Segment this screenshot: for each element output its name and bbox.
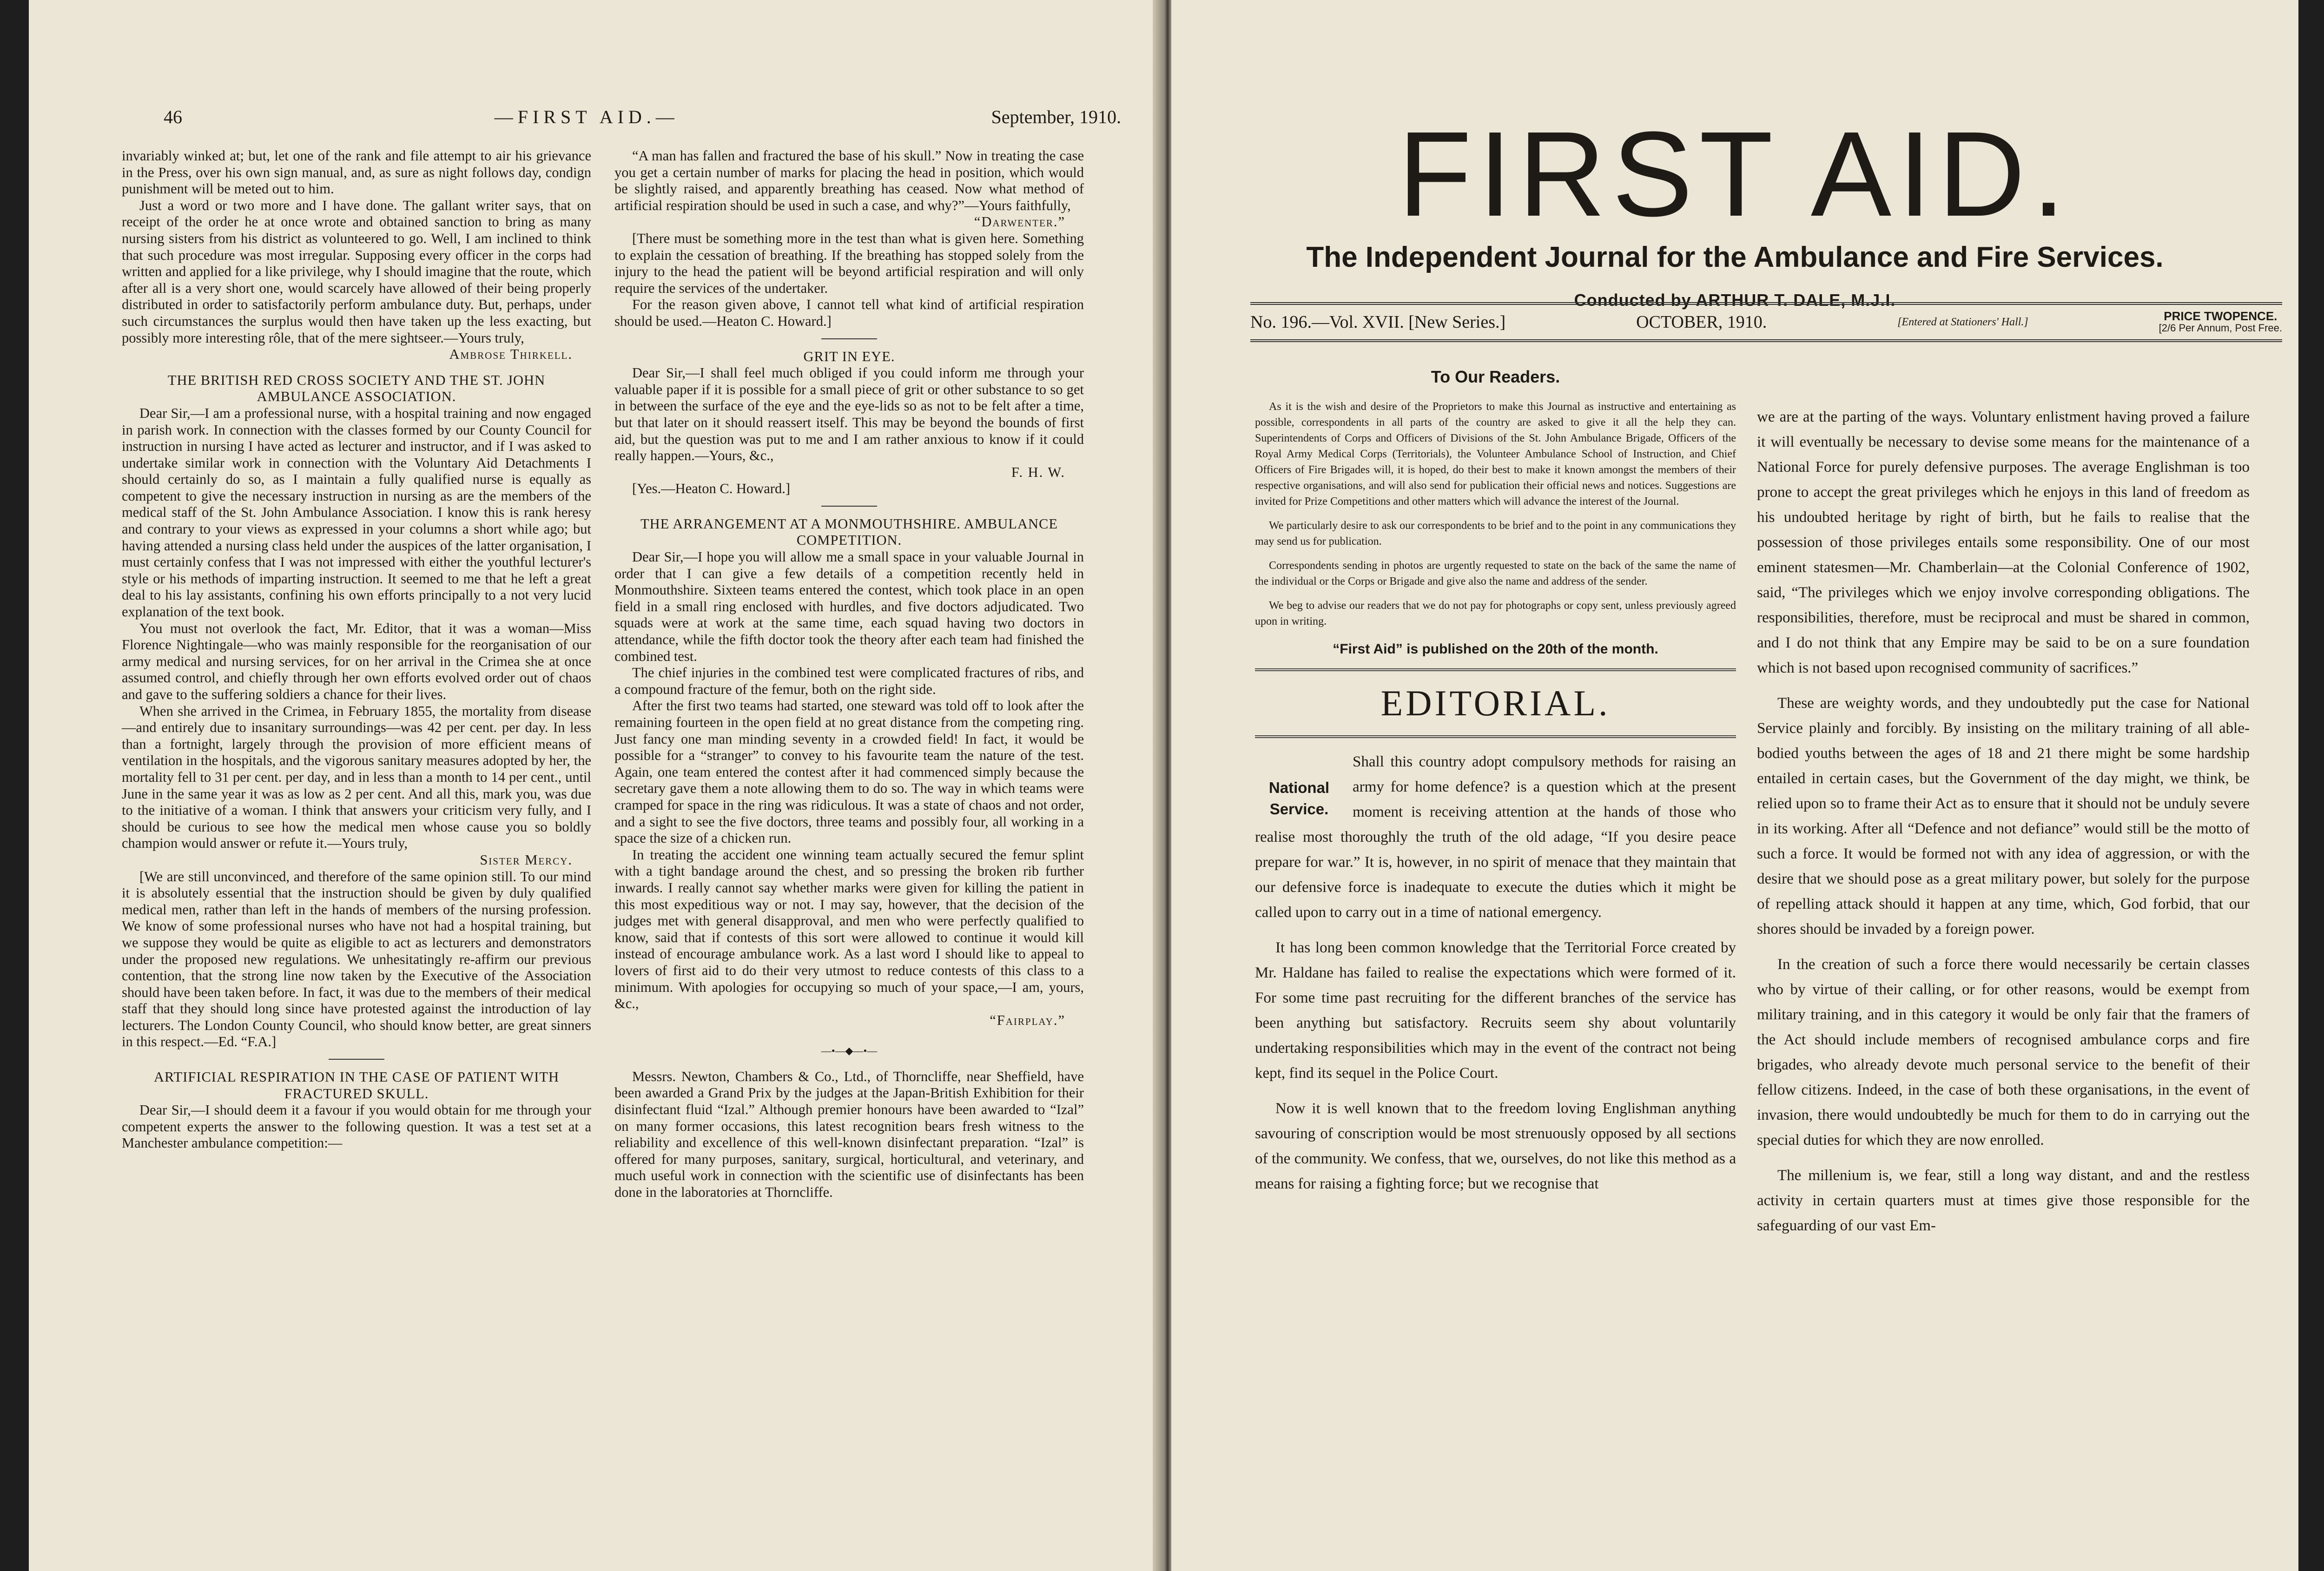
body-paragraph: After the first two teams had started, one steward was told off to look after the remaining fourteen in the open field at no great distance from the competing ring. Just fancy one man minding seventy in a crowded field! In fact, it would be possible for a “stranger” to convey to his favourite team the nature of the test. Again, one team entered the contest after it had commenced simply because the secretary gave them a note allowing them to do so. The way in which teams were cramped for space in the ring was ridiculous. It was a state of chaos and not order, and a sight to see the five doctors, three teams and possibly four, all working in a space the size of a chicken run. [614, 698, 1084, 846]
issue-bar [1250, 302, 2282, 342]
section-heading: THE BRITISH RED CROSS SOCIETY AND THE ST. JOHN AMBULANCE ASSOCIATION. [167, 372, 546, 405]
price-box [2159, 310, 2282, 334]
section-heading: THE ARRANGEMENT AT A MONMOUTHSHIRE. AMBULANCE COMPETITION. [640, 515, 1058, 548]
editorial-heading: EDITORIAL. [1380, 683, 1611, 723]
left-column-2 [614, 148, 1084, 1201]
body-paragraph: Dear Sir,—I shall feel much obliged if you could inform me through your valuable paper if it is possible for a small piece of grit or other substance to so get in between the surface of the eye and the eye-lids so as not to be felt after a time, but that later on it should reassert itself. This may be beyond the bounds of first aid, but the question was put to me and I am rather anxious to know if it could really happen.—Yours, &c., [614, 365, 1084, 464]
readers-heading: To Our Readers. [1431, 367, 1560, 386]
body-paragraph: invariably winked at; but, let one of the rank and file attempt to air his grievance in the Press, over his own sign manual, and, as sure as night follows day, condign punishment will be meted out to him. [122, 148, 591, 197]
letter-signature: Sister Mercy. [480, 852, 573, 868]
section-rule [821, 338, 877, 339]
body-paragraph: Messrs. Newton, Chambers & Co., Ltd., of Thorncliffe, near Sheffield, have been awarded a Grand Prix by the judges at the Japan-British Exhibition for their disinfectant fluid “Izal.” Although premier honours have been awarded to “Izal” on many former occasions, this latest recognition bears fresh witness to the reliability and excellence of this well-known disinfectant preparation. “Izal” is offered for many purposes, sanitary, surgical, horticultural, and veterinary, and much useful work in connection with the scientific use of disinfectants has been done in the laboratories at Thorncliffe. [614, 1068, 1084, 1201]
page-number: 46 [164, 106, 182, 127]
journal-subtitle: The Independent Journal for the Ambulance and Fire Services. [1306, 241, 2164, 273]
body-paragraph: In treating the accident one winning team actually secured the femur splint with a tight bandage around the chest, and so pressing the broken rib further inwards. I really cannot say whether marks were given for killing the patient in this most expeditious way or not. I may say, however, that the decision of the judges met with general disapproval, and men who were perfectly qualified to know, said that if contests of this sort were allowed to continue it would kill instead of encourage ambulance work. As a last word I should like to appeal to lovers of first aid to do their very utmost to reduce contests of this class to a minimum. With apologies for occupying so much of your space,—I am, yours, &c., [614, 846, 1084, 1012]
issue-date: September, 1910. [991, 106, 1121, 127]
scan-border-right [2298, 0, 2324, 1571]
editorial-paragraph: we are at the parting of the ways. Voluntary enlistment having proved a failure it will eventually be necessary to devise some means for the maintenance of a National Force for purely defensive purposes. The average Englishman is too prone to accept the great privileges which he enjoys in this land of freedom as his undoubted heritage by right of birth, but he fails to realise that the possession of those privileges entails some responsibility. One of our most eminent statesmen—Mr. Chamberlain—at the Colonial Conference of 1902, said, “The privileges which we enjoy involve corresponding obligations. The responsibilities, therefore, must be reciprocal and must be shared in common, and I do not think that any Empire may be said to be on a sure foundation which is not based upon recognised community of sacrifices.” [1757, 409, 2250, 676]
letter-signature: “Darwenter.” [974, 214, 1065, 230]
journal-title: FIRST AID. [1398, 107, 2072, 242]
editor-line: Conducted by ARTHUR T. DALE, M.J.I. [1574, 290, 1896, 310]
left-page [29, 0, 1165, 1571]
letter-signature: Ambrose Thirkell. [449, 346, 573, 363]
right-column-2 [1757, 404, 2250, 1248]
entered-note: [Entered at Stationers' Hall.] [1897, 316, 2028, 328]
ornament: —•—◆—•— [821, 1045, 878, 1057]
body-paragraph: You must not overlook the fact, Mr. Editor, that it was a woman—Miss Florence Nightingale—who was mainly responsible for the reorganisation of our army medical and nursing services, for on her arrival in the Crimea she at once assumed control, and chiefly through her own efforts evolved order out of chaos and gave to the suffering soldiers a chance for their lives. [122, 620, 591, 702]
price: PRICE TWOPENCE. [2164, 309, 2278, 323]
left-column-1 [122, 148, 591, 1152]
section-rule [329, 1059, 384, 1060]
readers-notice [1255, 399, 1736, 629]
right-page [1171, 0, 2298, 1571]
section-rule [821, 506, 877, 507]
running-title: —FIRST AID.— [494, 106, 679, 127]
body-paragraph: Dear Sir,—I am a professional nurse, with a hospital training and now engaged in parish work. In connection with the classes formed by our County Council for instruction in nursing I have acted as lecturer and instructor, and if I was asked to undertake similar work in connection with the Voluntary Aid Detachments I should certainly do so, as I maintain a fully qualified nurse is equally as competent to give the necessary instruction in nursing as are the members of the medical staff of the St. John Ambulance Association. I know this is rank heresy and contrary to your views as expressed in your columns a short while ago; but having attended a nursing class held under the auspices of the latter organisation, I must certainly confess that I was not impressed with either the youthful lecturer's style or his methods of imparting instruction. It seemed to me that he left a great deal to his lay assistants, confining his own efforts principally to a not very lucid explanation of the text book. [122, 405, 591, 620]
issue-number: No. 196.—Vol. XVII. [New Series.] [1250, 312, 1506, 332]
editorial-paragraph: Shall this country adopt compulsory methods for raising an army for home defence? is a question which at the present moment is receiving attention at the hands of those who realise most thoroughly the truth of the old adage, “If you desire peace prepare for war.” It is, however, in no spirit of menace that they maintain that our defensive force is inadequate to execute the duties which it might be called upon to carry out in a time of national emergency. [1255, 753, 1736, 921]
readers-paragraph: We beg to advise our readers that we do not pay for photographs or copy sent, unless previously agreed upon in writing. [1255, 600, 1736, 627]
editorial-paragraph: Now it is well known that to the freedom loving Englishman anything savouring of conscription would be most strenuously opposed by all sections of the community. We confess, that we, ourselves, do not like this method as a means for raising a fighting force; but we recognise that [1255, 1100, 1736, 1192]
body-paragraph: For the reason given above, I cannot tell what kind of artificial respiration should be used.—Heaton C. Howard.] [614, 297, 1084, 329]
editorial-paragraph: In the creation of such a force there would necessarily be certain classes who by virtue of their calling, or for other reasons, would be exempt from military training, and in this category it would be only fair that the framers of the Act should include members of recognised ambulance corps and fire brigades, who already devote much personal service to the benefit of their fellow citizens. Indeed, in the case of both these organisations, in the event of invasion, there would undoubtedly be much for them to do in carrying out the special duties for which they are now enrolled. [1757, 956, 2250, 1149]
body-paragraph: The chief injuries in the combined test were complicated fractures of ribs, and a compound fracture of the femur, both on the right side. [614, 665, 1084, 697]
issue-month: OCTOBER, 1910. [1636, 312, 1767, 332]
double-rule [1255, 735, 1736, 738]
body-paragraph: Dear Sir,—I should deem it a favour if you would obtain for me through your competent experts the answer to the following question. It was a test set at a Manchester ambulance competition:— [122, 1102, 591, 1151]
body-paragraph: [Yes.—Heaton C. Howard.] [632, 481, 790, 497]
running-head [164, 106, 1121, 128]
readers-paragraph: Correspondents sending in photos are urgently requested to state on the back of the same the name of the individual or the Corps or Brigade and give also the name and address of the sender. [1255, 560, 1736, 587]
body-paragraph: Just a word or two more and I have done. The gallant writer says, that on receipt of the order he at once wrote and obtained sanction to bring as many nursing sisters from his district as volunteered to go. Well, I am inclined to think that such procedure was most irregular. Supposing every officer in the corps had written and applied for a like privilege, why I should imagine that the route, which after all is a very short one, would scarcely have allowed of their being properly distributed in order to satisfactorily perform ambulance duty. But, perhaps, under such circumstances the surplus would then have taken up the less exacting, but possibly more interesting rôle, that of the mere sightseer.—Yours truly, [122, 197, 591, 346]
side-heading: National Service. [1268, 779, 1330, 818]
readers-paragraph: As it is the wish and desire of the Proprietors to make this Journal as instructive and entertaining as possible, correspondents in all parts of the country are asked to give it all the help they can. Superintendents of Corps and Officers of Divisions of the St. John Ambulance Brigade, Officers of the Royal Army Medical Corps (Territorials), the Volunteer Ambulance School of Instruction, and Chief Officers of Fire Brigades will, it is hoped, do their best to make it known amongst the members of their respective organisations, and will also send for publication their official news and notices. Suggestions are invited for Prize Competitions and other matters which will advance the interest of the Journal. [1255, 401, 1736, 508]
body-paragraph: When she arrived in the Crimea, in February 1855, the mortality from disease—and entirely due to insanitary surroundings—was 42 per cent. per day. In less than a fortnight, largely through the provision of more efficient means of ventilation in the hospitals, and the vigorous sanitary measures adopted by her, the mortality fell to 31 per cent. per day, and in less than a month to 14 per cent., until June in the same year it was as low as 2 per cent. And all this, mark you, was due to the initiative of a woman. I think that answers your criticism very fully, and I should be curious to see how the medical men whose cause you so boldly champion would answer or refute it.—Yours truly, [122, 703, 591, 852]
body-paragraph: Dear Sir,—I hope you will allow me a small space in your valuable Journal in order that I can give a few details of a competition recently held in Monmouthshire. Sixteen teams entered the contest, which took place in an open field in a small ring enclosed with hurdles, and five doctors adjudicated. Two squads were at work at the same time, each squad having two doctors in attendance, while the fifth doctor took the theory after each team had finished the combined test. [614, 549, 1084, 664]
right-column-1 [1255, 367, 1736, 1207]
double-rule [1255, 668, 1736, 671]
body-paragraph: [We are still unconvinced, and therefore of the same opinion still. To our mind it is absolutely essential that the instruction should be given by duly qualified medical men, rather than left in the hands of members of the nursing profession. We know of some professional nurses who have not had a hospital training, but we suppose they would be quite as eligible to act as lecturers and demonstrators under the proposed new regulations. We unhesitatingly re-affirm our previous contention, that the strong line now taken by the Executive of the Association should have been taken before. In fact, it was due to the members of their medical staff that they should long since have protested against the introduction of lay lecturers. The London County Council, who should know better, are great sinners in this respect.—Ed. “F.A.] [122, 868, 591, 1050]
price-subscription: [2/6 Per Annum, Post Free. [2159, 322, 2282, 334]
body-paragraph: “A man has fallen and fractured the base of his skull.” Now in treating the case you get a certain number of marks for placing the head in position, which would be slightly raised, and apparently breathing has ceased. Now what method of artificial respiration should be used in such a case, and why?”—Yours faithfully, [614, 148, 1084, 213]
section-heading: ARTIFICIAL RESPIRATION IN THE CASE OF PATIENT WITH FRACTURED SKULL. [154, 1069, 559, 1102]
editorial-paragraph: The millenium is, we fear, still a long way distant, and and the restless activity in certain quarters must at times give those responsible for the safeguarding of our vast Em- [1757, 1167, 2250, 1234]
section-heading: GRIT IN EYE. [803, 348, 895, 364]
editorial-paragraph: It has long been common knowledge that the Territorial Force created by Mr. Haldane has failed to realise the expectations which were formed of it. For some time past recruiting for the different branches of the service has been anything but satisfactory. Recruits seem shy about voluntarily undertaking responsibilities which may in the event of the contract not being kept, find its sequel in the Police Court. [1255, 939, 1736, 1082]
publication-note: “First Aid” is published on the 20th of the month. [1333, 641, 1658, 657]
masthead [1171, 107, 2298, 310]
letter-signature: “Fairplay.” [990, 1012, 1065, 1028]
editorial-paragraph: These are weighty words, and they undoubtedly put the case for National Service plainly and forcibly. By insisting on the military training of all able-bodied youths between the ages of 18 and 21 there might be some hardship entailed in certain cases, but the Government of the day might, we think, be relied upon so to frame their Act as to ensure that it should not be unduly severe in its working. After all “Defence and not defiance” would still be the motto of such a force. It would be formed not with any idea of aggression, or with the desire that we should pose as a great military power, but solely for the purpose of repelling attack should it happen at any time, which, God forbid, that our shores should be invaded by a foreign power. [1757, 695, 2250, 937]
letter-signature: F. H. W. [1011, 464, 1065, 480]
readers-paragraph: We particularly desire to ask our correspondents to be brief and to the point in any communications they may send us for publication. [1255, 520, 1736, 548]
scan-border-left [0, 0, 29, 1571]
body-paragraph: [There must be something more in the test than what is given here. Something to explain the cessation of breathing. If the breathing has stopped solely from the injury to the head the patient will be beyond artificial respiration and will only require the services of the undertaker. [614, 230, 1084, 296]
